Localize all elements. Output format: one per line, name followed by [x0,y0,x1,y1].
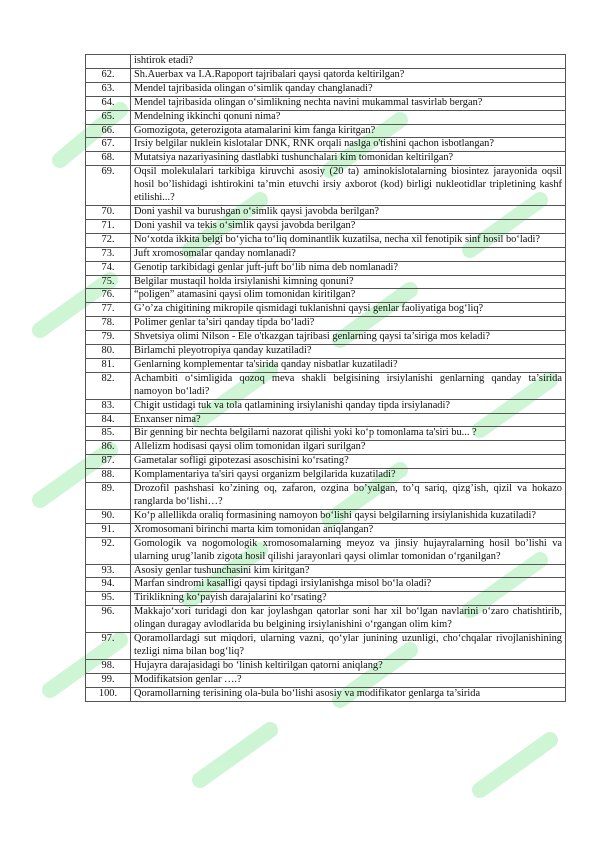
table-row [86,441,566,455]
question-text: Oqsil molekulalari tarkibiga kiruvchi asosiy (20 ta) aminokislotalarning biosintez jarayonida oqsil hosil bo’lishidagi ishtirokini ta’min etuvchi irsiy axborot (kod) birligi nukleotidlar tripletining kashf etilishi...? [131,166,566,206]
question-text: Marfan sindromi kasalligi qaysi tipdagi irsiylanishga misol bo‘la oladi? [131,578,566,592]
question-number: 66. [86,124,131,138]
question-number: 65. [86,110,131,124]
table-row [86,247,566,261]
table-row [86,592,566,606]
question-number: 74. [86,261,131,275]
question-text: Tiriklikning ko‘payish darajalarini ko‘rsating? [131,592,566,606]
table-row [86,138,566,152]
table-row [86,110,566,124]
question-number: 88. [86,469,131,483]
table-row [86,152,566,166]
question-number: 64. [86,96,131,110]
question-number: 68. [86,152,131,166]
question-number: 72. [86,233,131,247]
question-text: Genlarning komplementar ta'sirida qanday nisbatlar kuzatiladi? [131,358,566,372]
table-row [86,483,566,510]
question-number: 96. [86,606,131,633]
table-row [86,564,566,578]
question-number: 99. [86,673,131,687]
table-row [86,372,566,399]
question-number: 93. [86,564,131,578]
question-text: Allelizm hodisasi qaysi olim tomonidan ilgari surilgan? [131,441,566,455]
question-number: 83. [86,399,131,413]
question-number [86,55,131,69]
table-row [86,455,566,469]
table-row [86,469,566,483]
question-number: 79. [86,331,131,345]
question-text: Qoramollardagi sut miqdori, ularning vazni, qo‘ylar junining uzunligi, cho‘chqalar rivojlanishining tezligi nima bilan bog‘liq? [131,633,566,660]
table-row [86,96,566,110]
question-number: 100. [86,687,131,701]
question-number: 80. [86,345,131,359]
table-row [86,261,566,275]
question-text: Komplamentariya ta'siri qaysi organizm belgilarida kuzatiladi? [131,469,566,483]
question-number: 77. [86,303,131,317]
table-row [86,82,566,96]
question-table [85,54,566,702]
question-text: Gomologik va nogomologik xromosomalarning meyoz va jinsiy hujayralarning hosil bo’lishi va ularning urug’lanib zigota hosil qilishi jarayonlari qaysi olimlar tomonidan o‘rganilgan? [131,537,566,564]
table-row [86,413,566,427]
question-number: 92. [86,537,131,564]
question-text: Asosiy genlar tushunchasini kim kiritgan? [131,564,566,578]
question-number: 75. [86,275,131,289]
question-text: Ko‘p allellikda oraliq formasining namoyon bo‘lishi qaysi belgilarning irsiylanishida kuzatiladi? [131,509,566,523]
table-row [86,68,566,82]
table-row [86,578,566,592]
question-text: Gomozigota, geterozigota atamalarini kim fanga kiritgan? [131,124,566,138]
question-number: 91. [86,523,131,537]
table-row [86,606,566,633]
question-number: 94. [86,578,131,592]
question-number: 87. [86,455,131,469]
question-text: Mendel tajribasida olingan o‘simlikning nechta navini mukammal tasvirlab bergan? [131,96,566,110]
question-number: 98. [86,659,131,673]
question-number: 86. [86,441,131,455]
question-text: Juft xromosomalar qanday nomlanadi? [131,247,566,261]
table-row [86,427,566,441]
watermark-stroke [480,740,550,790]
question-number: 78. [86,317,131,331]
table-row [86,659,566,673]
watermark-stroke [200,730,270,780]
question-text: Bir genning bir nechta belgilarni nazorat qilishi yoki ko‘p tomonlama ta'siri bu... ? [131,427,566,441]
question-number: 89. [86,483,131,510]
question-number: 81. [86,358,131,372]
question-number: 70. [86,205,131,219]
question-text: Enxanser nima? [131,413,566,427]
question-text: Genotip tarkibidagi genlar juft-juft bo‘lib nima deb nomlanadi? [131,261,566,275]
question-text: Mutatsiya nazariyasining dastlabki tushunchalari kim tomonidan keltirilgan? [131,152,566,166]
question-text: Chigit ustidagi tuk va tola qatlamining irsiylanishi qanday tipda irsiylanadi? [131,399,566,413]
table-row [86,55,566,69]
table-row [86,358,566,372]
question-text: Irsiy belgilar nuklein kislotalar DNK, RNK orqali naslga o'tishini qachon isbotlangan? [131,138,566,152]
question-number: 76. [86,289,131,303]
question-number: 69. [86,166,131,206]
table-row [86,687,566,701]
question-number: 84. [86,413,131,427]
table-row [86,345,566,359]
question-text: Polimer genlar ta’siri qanday tipda bo‘ladi? [131,317,566,331]
table-row [86,633,566,660]
table-row [86,303,566,317]
table-row [86,509,566,523]
question-number: 67. [86,138,131,152]
question-text: Shvetsiya olimi Nilson - Ele o'tkazgan tajribasi genlarning qaysi ta’siriga mos keladi? [131,331,566,345]
question-text: Drozofil pashshasi ko’zining oq, zafaron, ozgina bo’yalgan, to’q sariq, qizg’ish, qizil va hokazo ranglarda bo‘lishi…? [131,483,566,510]
question-text: Achambiti o‘simligida qozoq meva shakli belgisining irsiylanishi genlarning qanday ta’sirida namoyon bo‘ladi? [131,372,566,399]
table-row [86,537,566,564]
question-text: G’o’za chigitining mikropile qismidagi tuklanishni qaysi genlar faoliyatiga bog‘liq? [131,303,566,317]
question-number: 73. [86,247,131,261]
table-row [86,399,566,413]
question-number: 62. [86,68,131,82]
table-row [86,523,566,537]
question-text: Mendel tajribasida olingan o‘simlik qanday changlanadi? [131,82,566,96]
table-row [86,331,566,345]
question-text: Doni yashil va tekis o‘simlik qaysi javobda berilgan? [131,219,566,233]
question-text: Makkajo‘xori turidagi don kar joylashgan qatorlar soni har xil bo‘lgan navlarini o‘zaro chatishtirib, olingan duragay avlodlarida bu belgining irsiylanishini o‘rgangan olim kim? [131,606,566,633]
table-row [86,275,566,289]
question-number: 82. [86,372,131,399]
question-text: Sh.Auerbax va I.A.Rapoport tajribalari qaysi qatorda keltirilgan? [131,68,566,82]
table-row [86,233,566,247]
question-text: Birlamchi pleyotropiya qanday kuzatiladi? [131,345,566,359]
question-number: 85. [86,427,131,441]
table-row [86,205,566,219]
question-text: Hujayra darajasidagi bo ‘linish keltirilgan qatorni aniqlang? [131,659,566,673]
table-row [86,166,566,206]
table-row [86,317,566,331]
question-text: Belgilar mustaqil holda irsiylanishi kimning qonuni? [131,275,566,289]
question-number: 71. [86,219,131,233]
question-text: Doni yashil va burushgan o‘simlik qaysi javobda berilgan? [131,205,566,219]
question-number: 90. [86,509,131,523]
question-text: Modifikatsion genlar ….? [131,673,566,687]
question-text: Gametalar sofligi gipotezasi asoschisini ko‘rsating? [131,455,566,469]
table-row [86,219,566,233]
question-text: “poligen” atamasini qaysi olim tomonidan kiritilgan? [131,289,566,303]
table-row [86,124,566,138]
question-text: Xromosomani birinchi marta kim tomonidan aniqlangan? [131,523,566,537]
question-text: No‘xotda ikkita belgi bo‘yicha to‘liq dominantlik kuzatilsa, necha xil fenotipik sinf hosil bo‘ladi? [131,233,566,247]
table-row [86,289,566,303]
question-text: Qoramollarning terisining ola-bula bo‘lishi asosiy va modifikator genlarga ta’sirida [131,687,566,701]
question-text: Mendelning ikkinchi qonuni nima? [131,110,566,124]
table-row [86,673,566,687]
question-number: 97. [86,633,131,660]
question-text: ishtirok etadi? [131,55,566,69]
question-number: 95. [86,592,131,606]
question-number: 63. [86,82,131,96]
